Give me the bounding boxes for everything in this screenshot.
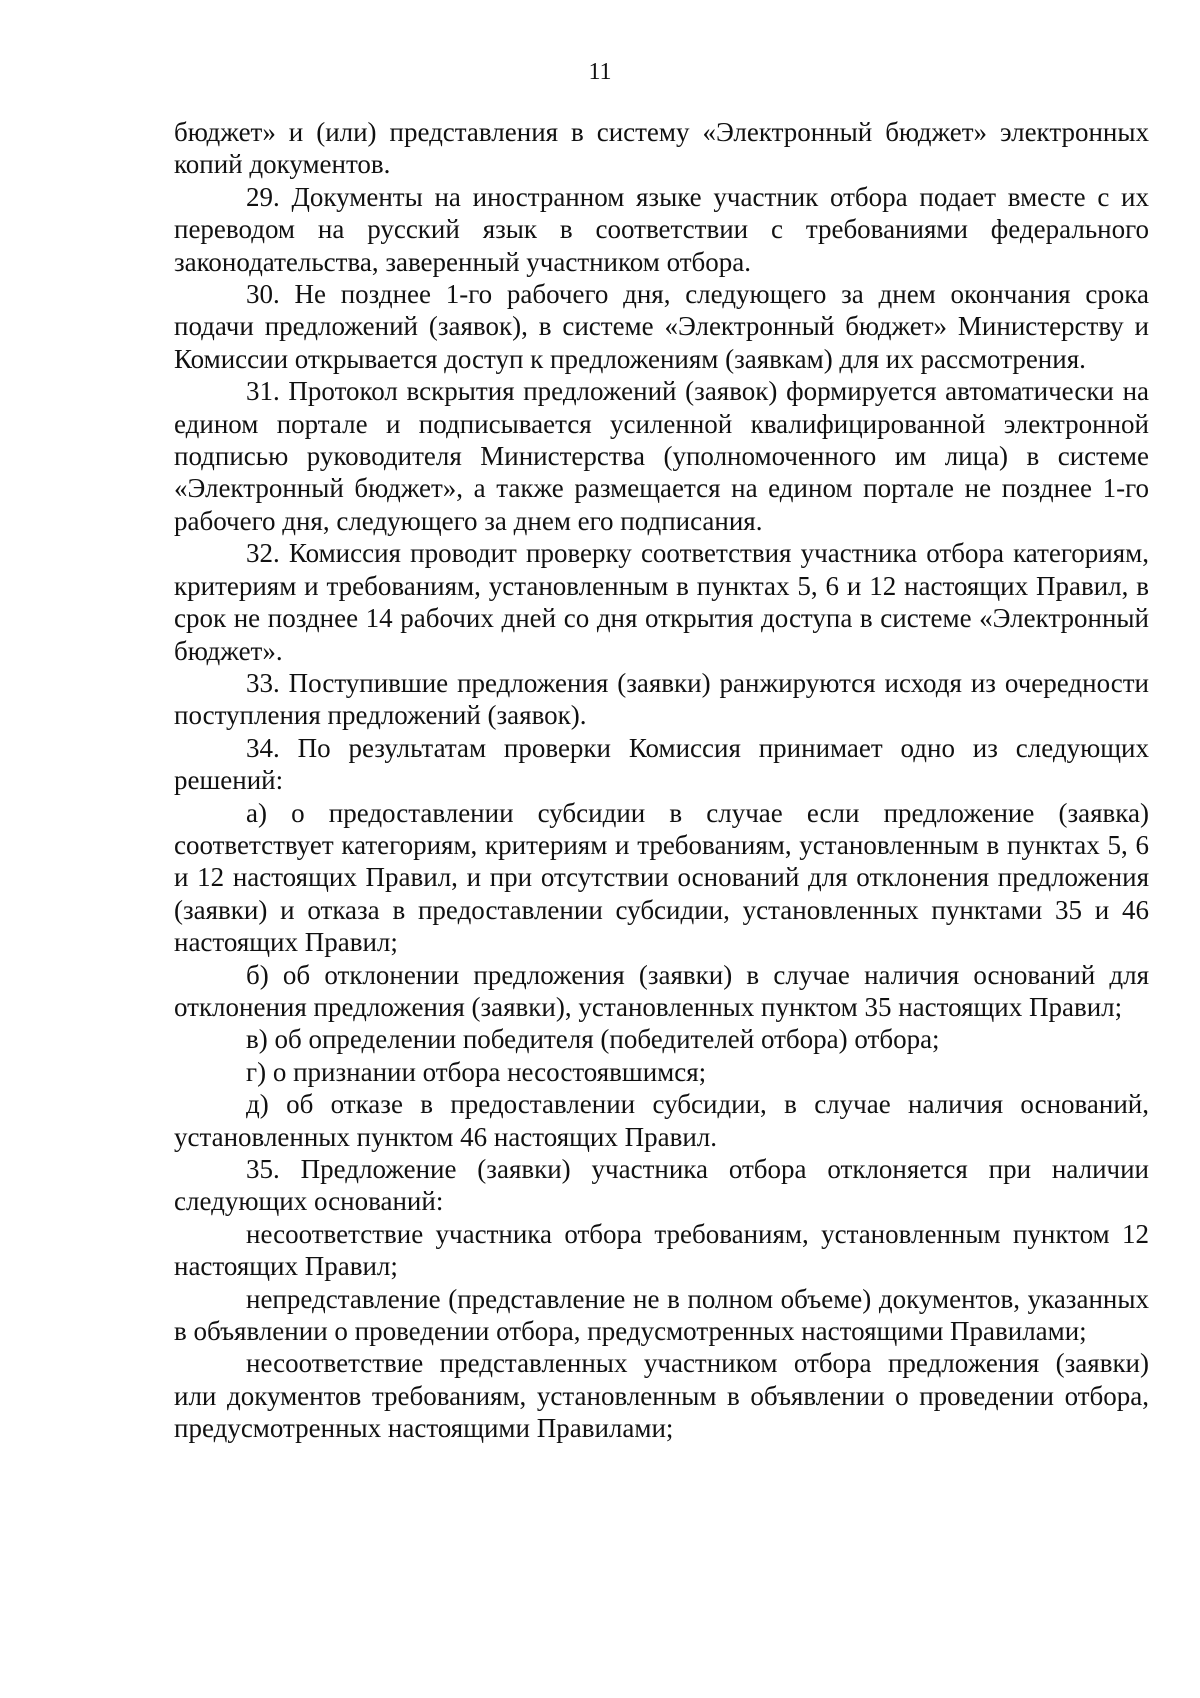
paragraph: бюджет» и (или) представления в систему «Электронный бюджет» электронных копий документов. (174, 117, 1149, 180)
paragraph: а) о предоставлении субсидии в случае если предложение (заявка) соответствует категориям, критериям и требованиям, установленным в пунктах 5, 6 и 12 настоящих Правил, и при отсутствии оснований для отклонения предложения (заявки) и отказа в предоставлении субсидии, установленных пунктами 35 и 46 настоящих Правил; (174, 797, 1149, 958)
paragraph: 35. Предложение (заявки) участника отбора отклоняется при наличии следующих оснований: (174, 1154, 1149, 1217)
paragraph: д) об отказе в предоставлении субсидии, в случае наличия оснований, установленных пунктом 46 настоящих Правил. (174, 1089, 1149, 1152)
paragraph: 30. Не позднее 1-го рабочего дня, следующего за днем окончания срока подачи предложений (заявок), в системе «Электронный бюджет» Министерству и Комиссии открывается доступ к предложениям (заявкам) для их рассмотрения. (174, 279, 1149, 374)
paragraph: 31. Протокол вскрытия предложений (заявок) формируется автоматически на едином портале и подписывается усиленной квалифицированной электронной подписью руководителя Министерства (уполномоченного им лица) в системе «Электронный бюджет», а также размещается на едином портале не позднее 1-го рабочего дня, следующего за днем его подписания. (174, 376, 1149, 536)
document-body (174, 116, 1149, 1445)
paragraph: 33. Поступившие предложения (заявки) ранжируются исходя из очередности поступления предложений (заявок). (174, 667, 1149, 731)
paragraph: 32. Комиссия проводит проверку соответствия участника отбора категориям, критериям и требованиям, установленным в пунктах 5, 6 и 12 настоящих Правил, в срок не позднее 14 рабочих дней со дня открытия доступа в системе «Электронный бюджет». (174, 538, 1149, 666)
page-number: 11 (588, 59, 612, 85)
paragraph: б) об отклонении предложения (заявки) в случае наличия оснований для отклонения предложения (заявки), установленных пунктом 35 настоящих Правил; (174, 959, 1149, 1022)
paragraph: непредставление (представление не в полном объеме) документов, указанных в объявлении о проведении отбора, предусмотренных настоящими Правилами; (174, 1283, 1149, 1347)
paragraph: 29. Документы на иностранном языке участник отбора подает вместе с их переводом на русский язык в соответствии с требованиями федерального законодательства, заверенный участником отбора. (174, 181, 1149, 277)
paragraph: в) об определении победителя (победителей отбора) отбора; (246, 1024, 940, 1055)
paragraph: г) о признании отбора несостоявшимся; (246, 1056, 707, 1087)
paragraph: несоответствие участника отбора требованиям, установленным пунктом 12 настоящих Правил; (174, 1218, 1149, 1282)
paragraph: несоответствие представленных участником отбора предложения (заявки) или документов требованиям, установленным в объявлении о проведении отбора, предусмотренных настоящими Правилами; (174, 1348, 1149, 1444)
paragraph: 34. По результатам проверки Комиссия принимает одно из следующих решений: (174, 732, 1149, 796)
